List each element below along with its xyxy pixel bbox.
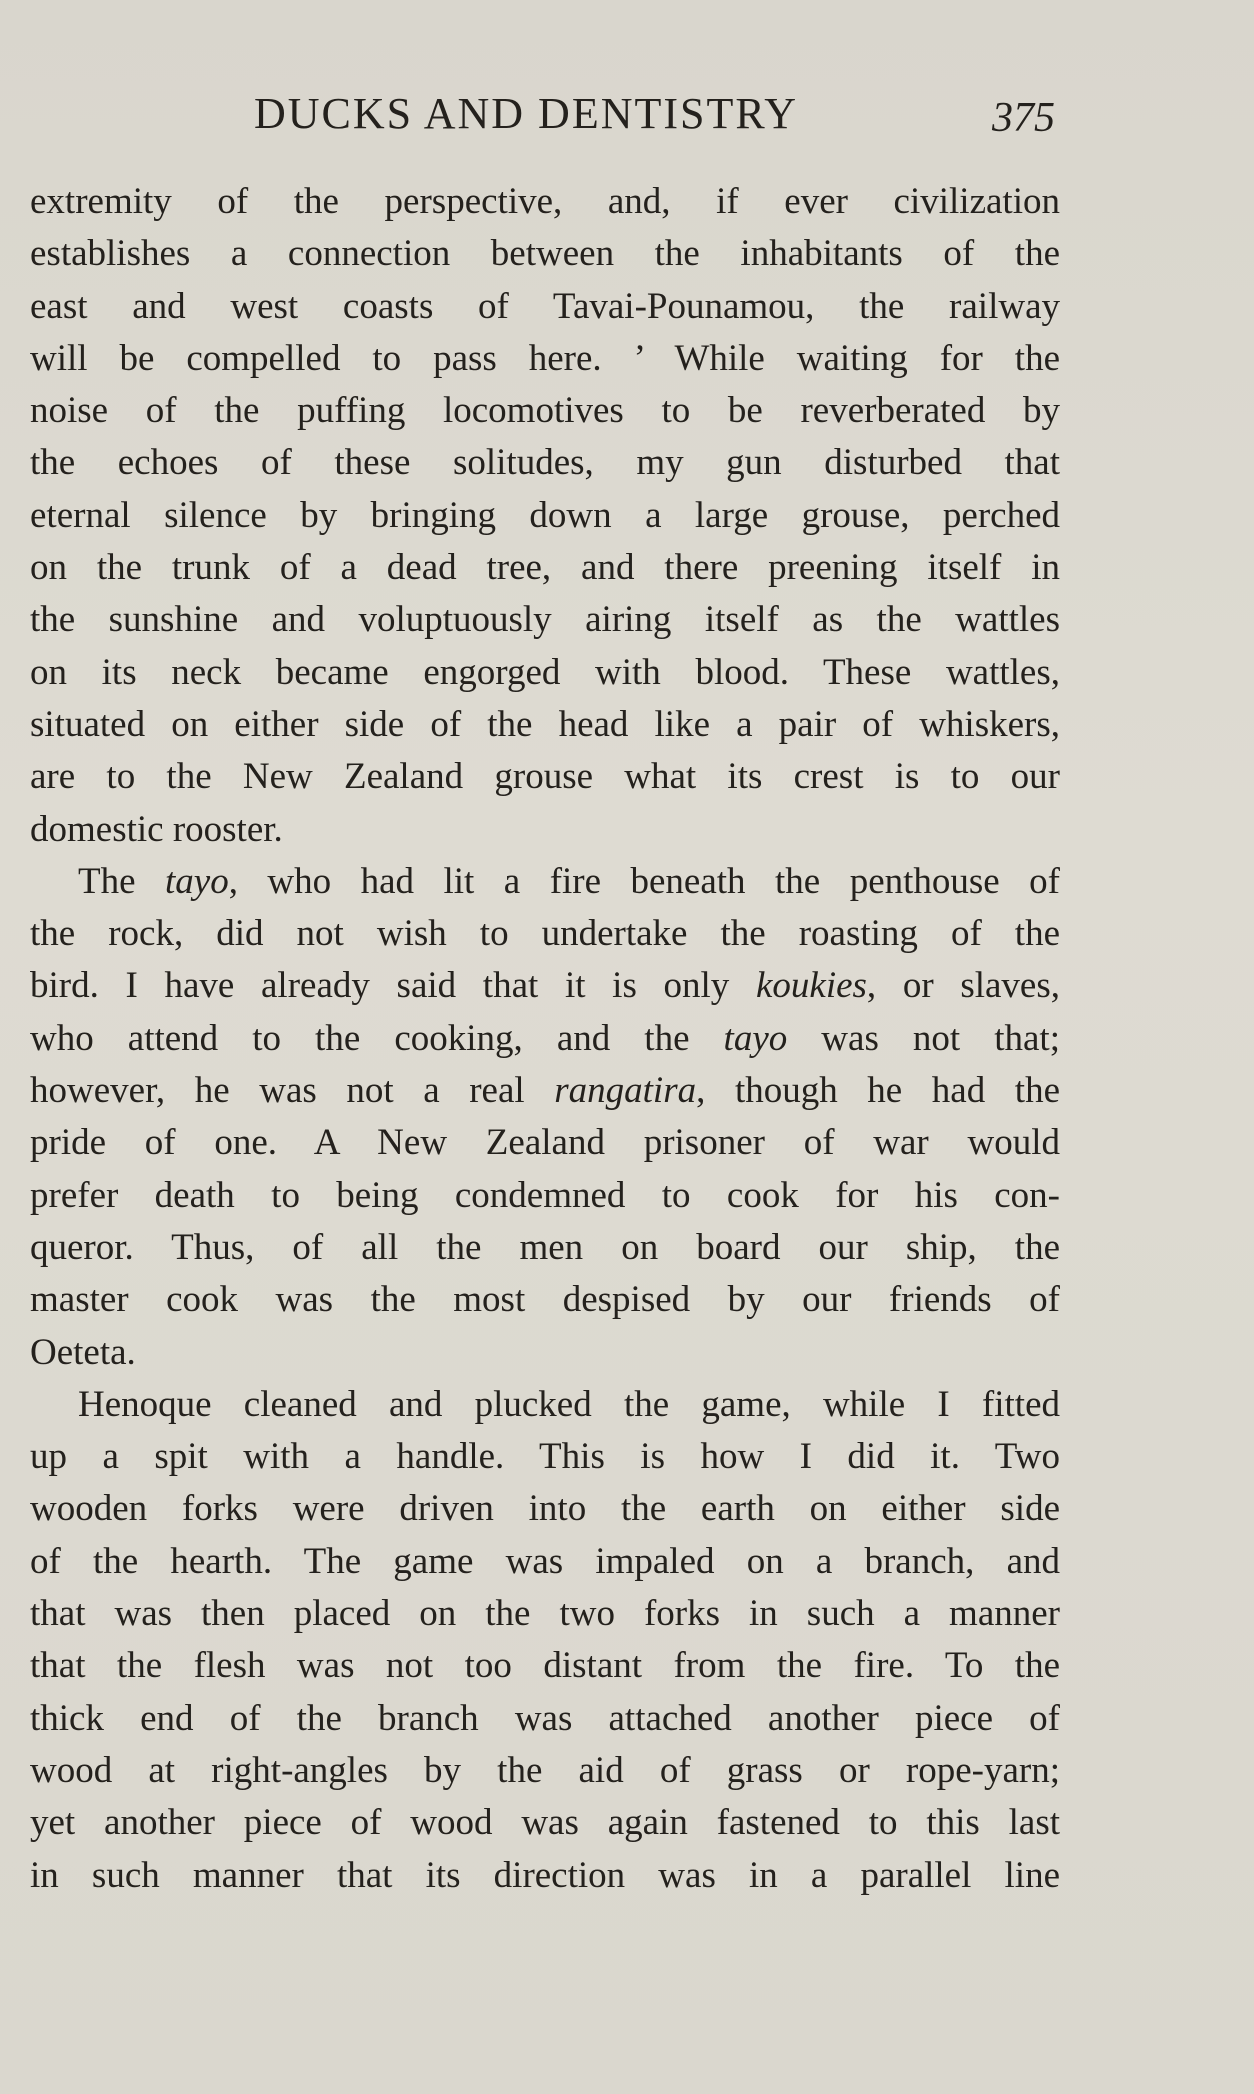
text-line: domestic rooster. (30, 808, 283, 850)
text-line: on its neck became engorged with blood. These wattles, (30, 651, 1060, 693)
text-line: thick end of the branch was attached another piece of (30, 1697, 1060, 1739)
text-line: noise of the puffing locomotives to be reverberated by (30, 390, 1060, 432)
running-title: DUCKS AND DENTISTRY (254, 89, 799, 138)
text-line: The tayo, who had lit a fire beneath the penthouse of (78, 860, 1060, 902)
text-line: wooden forks were driven into the earth on either side (30, 1488, 1060, 1530)
text-line: east and west coasts of Tavai-Pounamou, the railway (30, 285, 1060, 327)
page-number: 375 (992, 95, 1055, 141)
text-line: up a spit with a handle. This is how I did it. Two (30, 1436, 1060, 1478)
text-line: master cook was the most despised by our friends of (30, 1279, 1060, 1321)
text-line: however, he was not a real rangatira, though he had the (30, 1070, 1060, 1112)
text-line: the sunshine and voluptuously airing itself as the wattles (30, 599, 1060, 641)
text-line: yet another piece of wood was again fastened to this last (30, 1802, 1060, 1844)
text-line: eternal silence by bringing down a large grouse, perched (30, 494, 1060, 536)
text-line: situated on either side of the head like a pair of whiskers, (30, 703, 1060, 745)
text-line: the echoes of these solitudes, my gun disturbed that (30, 442, 1060, 484)
text-line: Henoque cleaned and plucked the game, while I fitted (78, 1383, 1060, 1425)
text-line: of the hearth. The game was impaled on a branch, and (30, 1540, 1060, 1582)
running-head (30, 88, 1060, 148)
text-line: prefer death to being condemned to cook for his con- (30, 1174, 1060, 1216)
text-line: queror. Thus, of all the men on board our ship, the (30, 1226, 1060, 1268)
text-line: bird. I have already said that it is only koukies, or slaves, (30, 965, 1060, 1007)
text-line: pride of one. A New Zealand prisoner of war would (30, 1122, 1060, 1164)
text-line: extremity of the perspective, and, if ever civilization (30, 181, 1060, 222)
text-line: Oeteta. (30, 1331, 136, 1373)
text-line: establishes a connection between the inhabitants of the (30, 233, 1060, 275)
text-line: who attend to the cooking, and the tayo was not that; (30, 1017, 1060, 1059)
text-line: that was then placed on the two forks in such a manner (30, 1593, 1060, 1635)
text-line: will be compelled to pass here. ’ While waiting for the (30, 337, 1060, 379)
text-line: on the trunk of a dead tree, and there preening itself in (30, 547, 1060, 589)
text-line: that the flesh was not too distant from the fire. To the (30, 1645, 1060, 1687)
text-line: in such manner that its direction was in a parallel line (30, 1854, 1060, 1896)
text-line: the rock, did not wish to undertake the roasting of the (30, 913, 1060, 955)
text-line: wood at right-angles by the aid of grass or rope-yarn; (30, 1749, 1060, 1791)
body-text (30, 176, 1060, 1902)
text-line: are to the New Zealand grouse what its crest is to our (30, 756, 1060, 798)
